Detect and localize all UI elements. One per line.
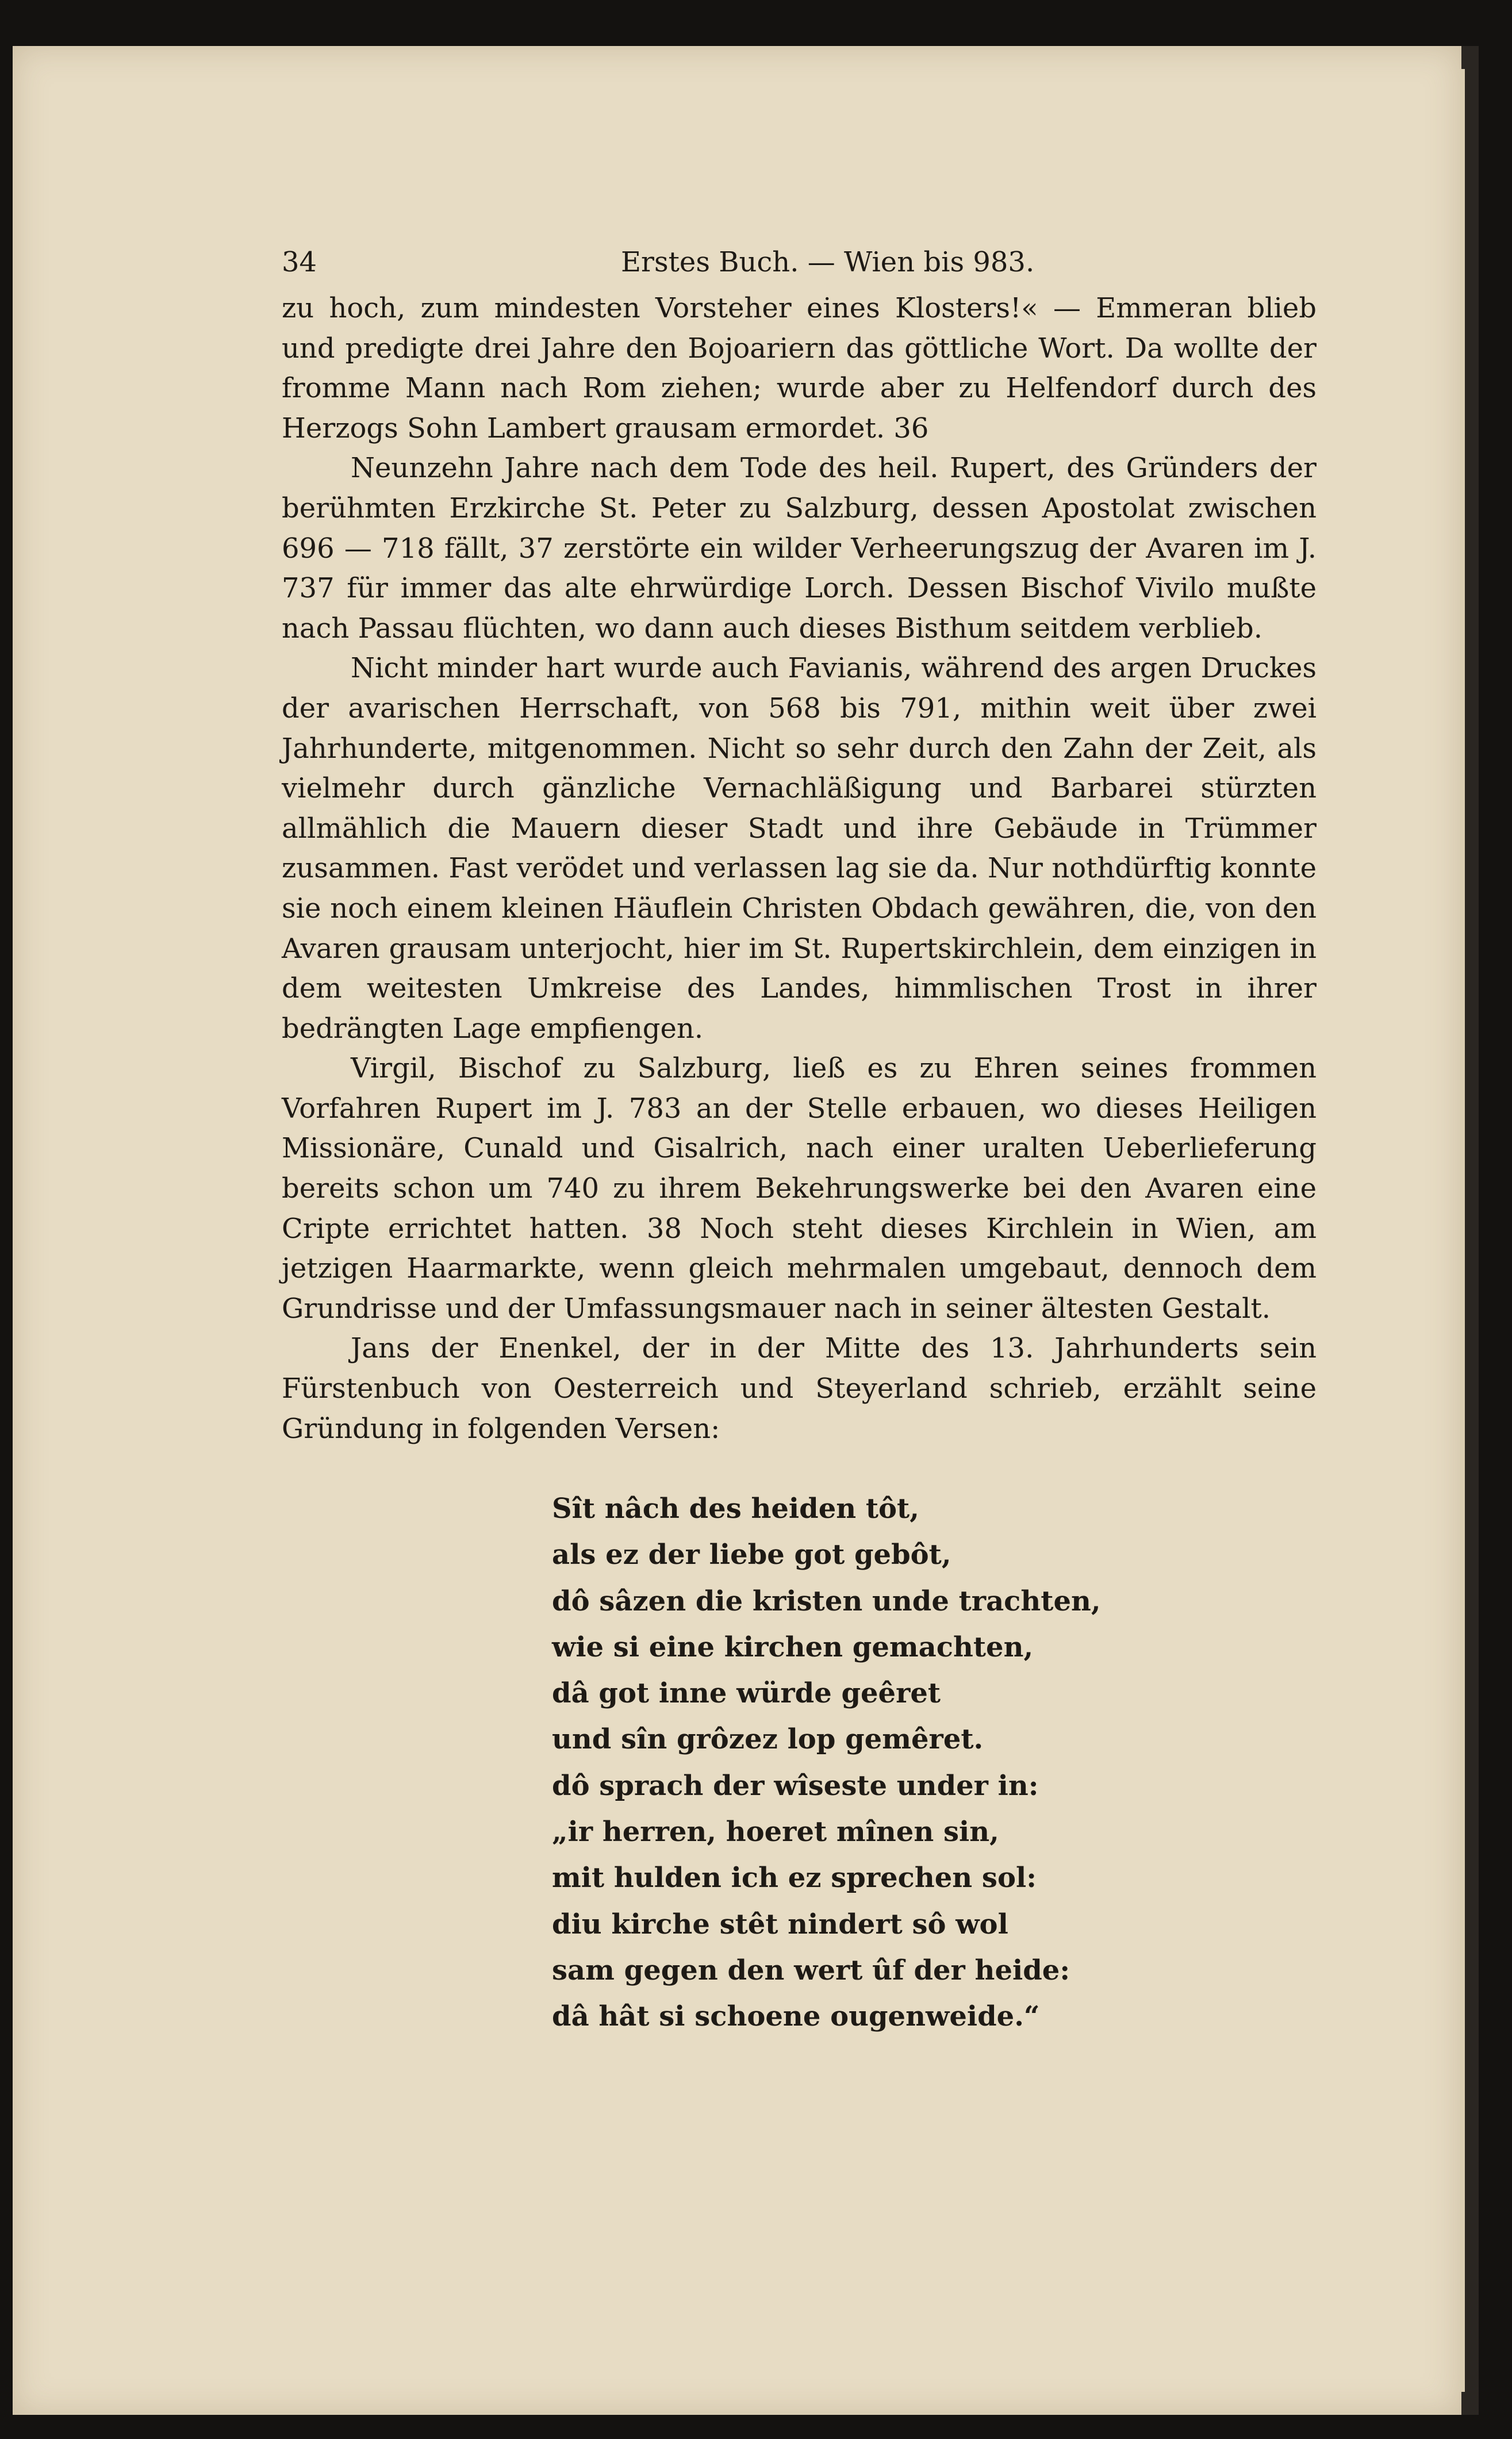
paragraph-1: zu hoch, zum mindesten Vorsteher eines Klosters!« — Emmeran blieb und predigte drei Jahre den Bojoariern das göttliche Wort. Da wollte der fromme Mann nach Rom ziehen; wurde aber zu Helfendorf durch des Herzogs Sohn Lambert grausam ermordet. 36 xyxy=(282,292,1317,444)
poem-line: wie si eine kirchen gemachten, xyxy=(552,1631,1034,1663)
page-edge xyxy=(1460,69,1465,2392)
poem-line: diu kirche stêt nindert sô wol xyxy=(552,1908,1008,1941)
running-head: Erstes Buch. — Wien bis 983. xyxy=(621,246,1035,278)
poem-line: dâ got inne würde geêret xyxy=(552,1677,941,1710)
page-header xyxy=(282,246,1317,292)
paragraph-5: Jans der Enenkel, der in der Mitte des 13. Jahrhunderts sein Fürstenbuch von Oesterreich und Steyerland schrieb, erzählt seine Gründung in folgenden Versen: xyxy=(282,1332,1317,1445)
paragraph-3: Nicht minder hart wurde auch Favianis, während des argen Druckes der avarischen Herrschaft, von 568 bis 791, mithin weit über zwei Jahrhunderte, mitgenommen. Nicht so sehr durch den Zahn der Zeit, als vielmehr durch gänzliche Vernachläßigung und Barbarei stürzten allmählich die Mauern dieser Stadt und ihre Gebäude in Trümmer zusammen. Fast verödet und verlassen lag sie da. Nur nothdürftig konnte sie noch einem kleinen Häuflein Christen Obdach gewähren, die, von den Avaren grausam unterjocht, hier im St. Rupertskirchlein, dem einzigen in dem weitesten Umkreise des Landes, himmlischen Trost in ihrer bedrängten Lage empfiengen. xyxy=(282,652,1317,1045)
poem-verses xyxy=(552,1486,1101,2040)
poem-line: und sîn grôzez lop gemêret. xyxy=(552,1723,984,1756)
page-number: 34 xyxy=(282,246,317,278)
poem-line: Sît nâch des heiden tôt, xyxy=(552,1493,919,1525)
poem-line: dô sprach der wîseste under in: xyxy=(552,1769,1039,1802)
poem-line: „ir herren, hoeret mînen sin, xyxy=(552,1816,999,1849)
paragraph-4: Virgil, Bischof zu Salzburg, ließ es zu Ehren seines frommen Vorfahren Rupert im J. 783 an der Stelle erbauen, wo dieses Heiligen Missionäre, Cunald und Gisalrich, nach einer uralten Ueberlieferung bereits schon um 740 zu ihrem Bekehrungswerke bei den Avaren eine Cripte errichtet hatten. 38 Noch steht dieses Kirchlein in Wien, am jetzigen Haarmarkte, wenn gleich mehrmalen umgebaut, dennoch dem Grundrisse und der Umfassungsmauer nach in seiner ältesten Gestalt. xyxy=(282,1052,1317,1325)
paragraph-2: Neunzehn Jahre nach dem Tode des heil. Rupert, des Gründers der berühmten Erzkirche St. Peter zu Salzburg, dessen Apostolat zwischen 696 — 718 fällt, 37 zerstörte ein wilder Verheerungszug der Avaren im J. 737 für immer das alte ehrwürdige Lorch. Dessen Bischof Vivilo mußte nach Passau flüchten, wo dann auch dieses Bisthum seitdem verblieb. xyxy=(282,452,1317,645)
poem-line: mit hulden ich ez sprechen sol: xyxy=(552,1862,1037,1895)
poem-line: als ez der liebe got gebôt, xyxy=(552,1539,951,1571)
poem-line: dô sâzen die kristen unde trachten, xyxy=(552,1585,1101,1617)
poem-line: dâ hât si schoene ougenweide.“ xyxy=(552,2000,1040,2033)
body-text xyxy=(282,289,1317,1449)
poem-line: sam gegen den wert ûf der heide: xyxy=(552,1954,1070,1987)
